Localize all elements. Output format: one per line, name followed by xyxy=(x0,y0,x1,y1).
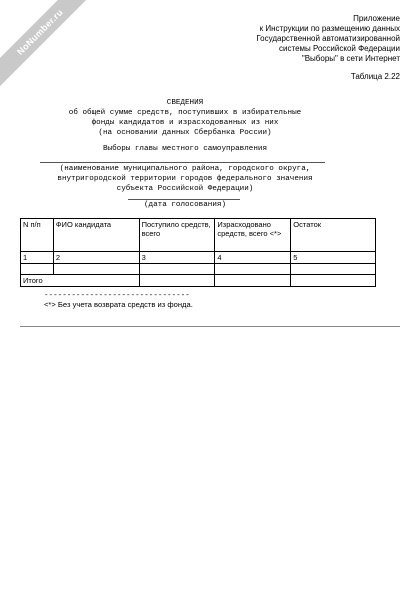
table-total-row xyxy=(21,275,376,287)
caption-line: субъекта Российской Федерации) xyxy=(116,185,254,193)
appendix-line: Государственной автоматизированной xyxy=(256,34,400,43)
table-header-row xyxy=(21,219,376,252)
municipality-caption xyxy=(30,164,340,194)
table-cell xyxy=(21,264,54,275)
header-cell-balance: Остаток xyxy=(291,219,376,252)
total-label: Итого xyxy=(21,275,140,287)
vote-date-caption: (дата голосования) xyxy=(143,201,227,209)
title-line: фонды кандидатов и израсходованных из них xyxy=(91,119,279,127)
table-row xyxy=(21,264,376,275)
caption-line: внутригородской территории городов федерального значения xyxy=(57,175,313,183)
appendix-note xyxy=(180,14,400,64)
table-cell xyxy=(215,264,291,275)
watermark-ribbon xyxy=(0,0,97,89)
title-line: об общей сумме средств, поступивших в избирательные xyxy=(68,109,302,117)
page-bottom-divider xyxy=(20,326,400,327)
column-number-cell: 5 xyxy=(291,252,376,264)
footnote-separator: -------------------------------- xyxy=(44,292,190,300)
header-cell-received: Поступило средств, всего xyxy=(139,219,215,252)
header-cell-number: N п/п xyxy=(21,219,54,252)
table-cell xyxy=(139,275,215,287)
appendix-line: Приложение xyxy=(353,14,400,23)
caption-line: (наименование муниципального района, городского округа, xyxy=(59,165,311,173)
funds-table xyxy=(20,218,376,287)
table-cell xyxy=(291,275,376,287)
column-number-cell: 1 xyxy=(21,252,54,264)
column-number-cell: 2 xyxy=(53,252,139,264)
watermark-text: NoNumber.ru xyxy=(15,7,65,57)
title-line: СВЕДЕНИЯ xyxy=(166,99,204,107)
column-number-cell: 3 xyxy=(139,252,215,264)
table-cell xyxy=(139,264,215,275)
municipality-underline xyxy=(40,162,325,163)
table-number: Таблица 2.22 xyxy=(350,72,400,81)
document-title xyxy=(30,98,340,138)
table-row xyxy=(21,252,376,264)
table-cell xyxy=(291,264,376,275)
footnote-text: <*> Без учета возврата средств из фонда. xyxy=(44,300,193,309)
appendix-line: к Инструкции по размещению данных xyxy=(259,24,400,33)
appendix-line: системы Российской Федерации xyxy=(279,44,400,53)
vote-date-underline xyxy=(128,199,240,200)
elections-line: Выборы главы местного самоуправления xyxy=(102,145,268,153)
table-cell xyxy=(215,275,291,287)
appendix-line: "Выборы" в сети Интернет xyxy=(301,54,400,63)
header-cell-spent: Израсходовано средств, всего <*> xyxy=(215,219,291,252)
header-cell-candidate: ФИО кандидата xyxy=(53,219,139,252)
table-cell xyxy=(53,264,139,275)
column-number-cell: 4 xyxy=(215,252,291,264)
title-line: (на основании данных Сбербанка России) xyxy=(98,129,272,137)
